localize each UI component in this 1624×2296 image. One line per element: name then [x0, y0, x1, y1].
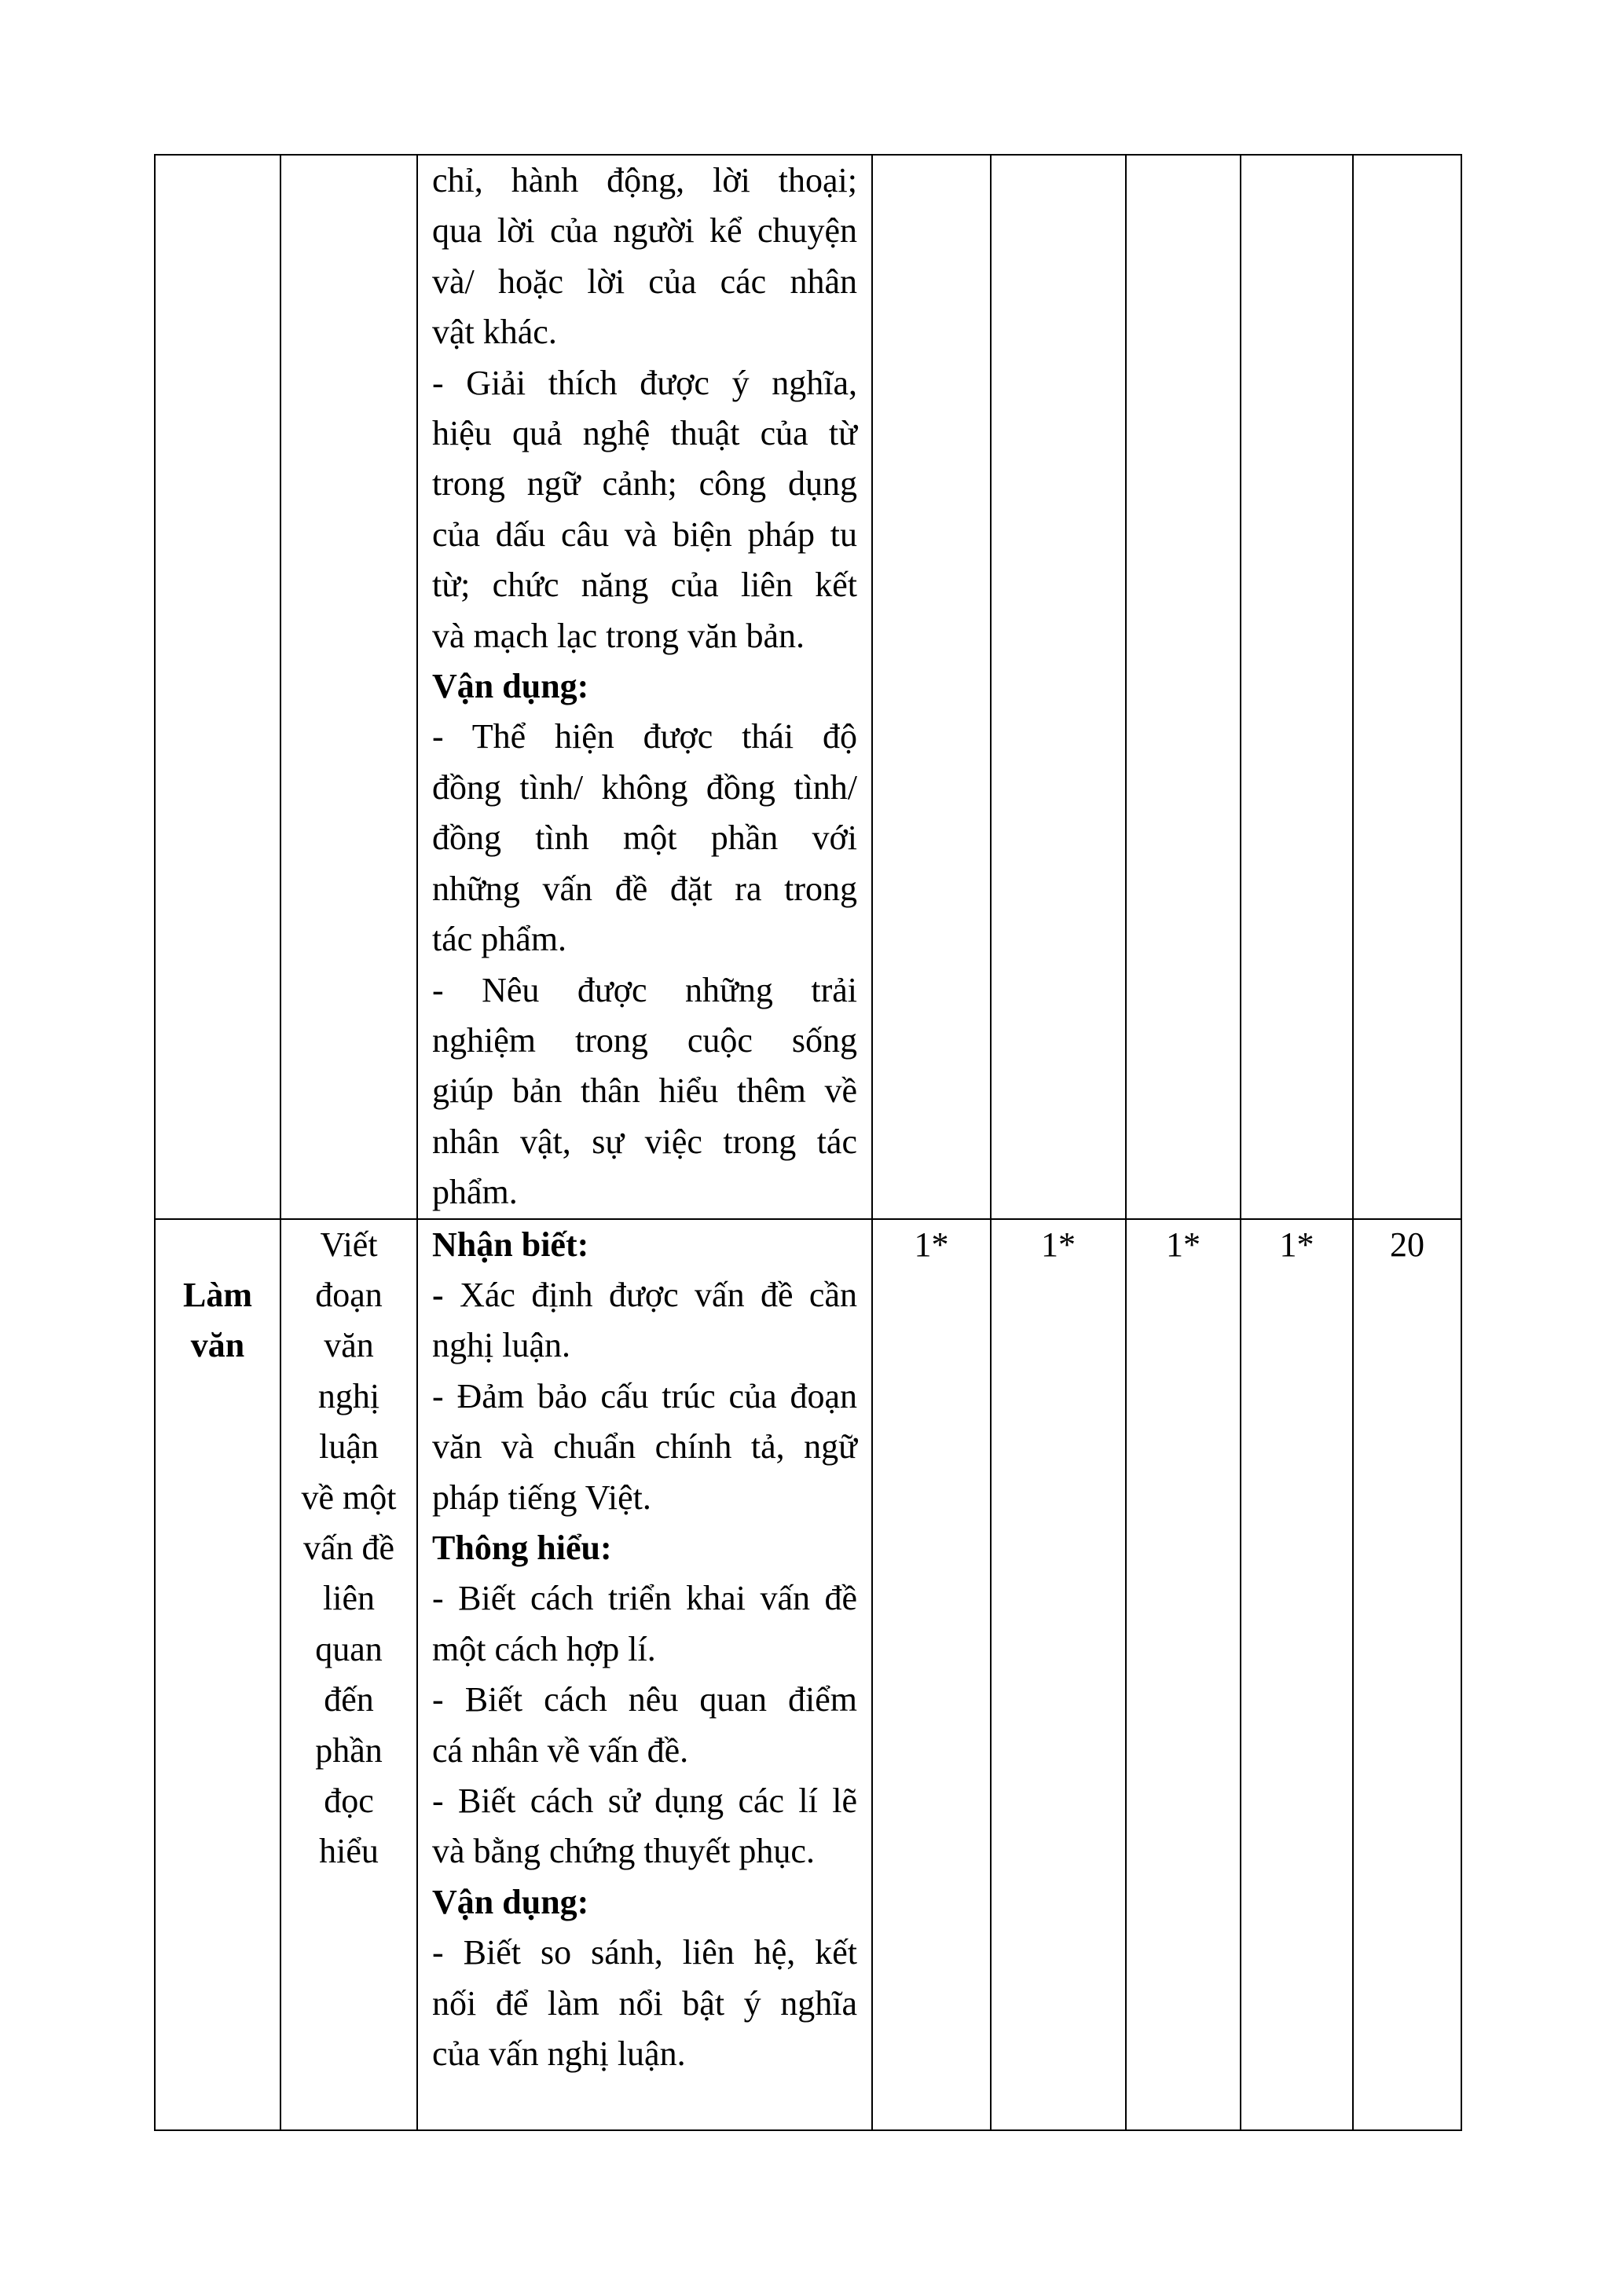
description-line: của dấu câu và biện pháp tu [432, 514, 857, 554]
description-line: và/ hoặc lời của các nhân [432, 262, 857, 301]
count-cell-application: 1* [1126, 1219, 1241, 2130]
description-line: - Biết cách sử dụng các lí lẽ [432, 1782, 857, 1820]
unit-line: đến [324, 1680, 374, 1719]
description-line: đồng tình/ không đồng tình/ [432, 767, 857, 807]
description-line: - Giải thích được ý nghĩa, [432, 363, 857, 402]
total-cell [1353, 155, 1461, 1219]
description-line: và bằng chứng thuyết phục. [432, 1832, 815, 1871]
count-cell-recognition: 1* [872, 1219, 991, 2130]
unit-line: phần [315, 1730, 383, 1770]
description-line: cá nhân về vấn đề. [432, 1730, 689, 1770]
description-line: chỉ, hành động, lời thoại; [432, 161, 857, 200]
description-line: - Thể hiện được thái độ [432, 717, 857, 756]
count-cell-comprehension: 1* [991, 1219, 1126, 2130]
skill-cell [155, 155, 280, 1219]
count-cell-recognition [872, 155, 991, 1219]
unit-line: liên [323, 1579, 375, 1618]
description-line: phẩm. [432, 1173, 518, 1212]
unit-line: nghị [317, 1376, 380, 1415]
unit-line: đoạn [315, 1275, 383, 1314]
description-line: đồng tình một phần với [432, 818, 857, 858]
level-heading: Thông hiểu: [432, 1528, 612, 1567]
description-line: vật khác. [432, 313, 557, 352]
description-line: một cách hợp lí. [432, 1629, 656, 1668]
description-line: pháp tiếng Việt. [432, 1478, 651, 1517]
unit-line: quan [315, 1629, 383, 1668]
skill-cell [155, 1219, 280, 2130]
description-line: nối để làm nổi bật ý nghĩa [432, 1983, 857, 2023]
unit-cell [280, 1219, 417, 2130]
skill-label-line: văn [190, 1325, 245, 1364]
description-line: qua lời của người kể chuyện [432, 211, 857, 251]
table-row [155, 1219, 1461, 2130]
description-line: - Biết so sánh, liên hệ, kết [432, 1933, 857, 1972]
description-line: - Nêu được những trải [432, 970, 857, 1009]
unit-line: đọc [324, 1782, 374, 1820]
specification-table [154, 154, 1462, 2131]
count-cell-advanced-application: 1* [1241, 1219, 1353, 2130]
description-cell [417, 1219, 872, 2130]
description-line: trong ngữ cảnh; công dụng [432, 464, 857, 504]
count-cell-comprehension [991, 155, 1126, 1219]
description-line: của vấn nghị luận. [432, 2034, 686, 2074]
description-line: giúp bản thân hiểu thêm về [432, 1071, 857, 1111]
description-line: hiệu quả nghệ thuật của từ [432, 414, 857, 453]
level-heading: Nhận biết: [432, 1225, 589, 1264]
level-heading: Vận dụng: [432, 1882, 589, 1921]
description-line: văn và chuẩn chính tả, ngữ [432, 1427, 857, 1467]
unit-line: về một [301, 1478, 397, 1517]
description-line: - Biết cách nêu quan điểm [432, 1680, 857, 1719]
unit-line: văn [324, 1326, 374, 1365]
level-heading: Vận dụng: [432, 667, 589, 706]
description-line: và mạch lạc trong văn bản. [432, 616, 805, 655]
total-cell: 20 [1353, 1219, 1461, 2130]
unit-line: hiểu [319, 1832, 379, 1871]
description-line: tác phẩm. [432, 920, 567, 959]
description-line: - Biết cách triển khai vấn đề [432, 1579, 857, 1618]
unit-line: luận [319, 1427, 379, 1467]
unit-line: vấn đề [302, 1528, 395, 1567]
unit-cell [280, 155, 417, 1219]
description-cell [417, 155, 872, 1219]
skill-label-line: Làm [183, 1275, 252, 1314]
description-line: từ; chức năng của liên kết [432, 566, 857, 605]
count-cell-application [1126, 155, 1241, 1219]
description-line: nghiệm trong cuộc sống [432, 1020, 857, 1060]
table-row [155, 155, 1461, 1219]
unit-line: Viết [320, 1225, 378, 1264]
description-line: - Xác định được vấn đề cần [432, 1275, 857, 1314]
description-line: nghị luận. [432, 1326, 570, 1365]
count-cell-advanced-application [1241, 155, 1353, 1219]
description-line: nhân vật, sự việc trong tác [432, 1122, 857, 1161]
description-line: - Đảm bảo cấu trúc của đoạn [432, 1376, 857, 1415]
description-line: những vấn đề đặt ra trong [432, 869, 857, 908]
